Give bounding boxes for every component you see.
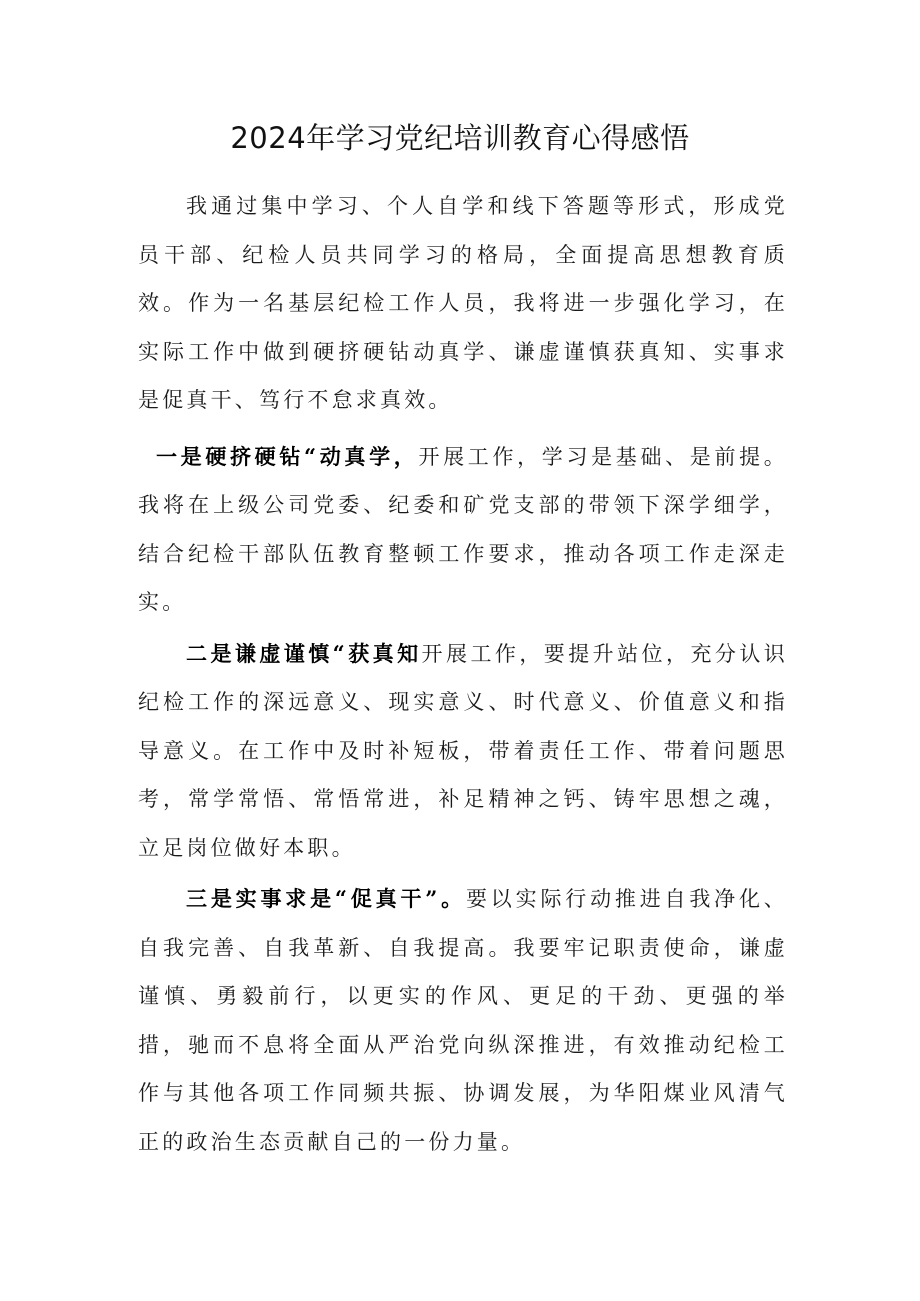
paragraph-text: 开展工作，要提升站位，充分认识纪检工作的深远意义、现实意义、时代意义、价值意义和指导意义。在工作中及时补短板，带着责任工作、带着问题思考，常学常悟、常悟常进，补足精神之钙、铸牢思想之魂，立足岗位做好本职。 bbox=[138, 641, 788, 860]
paragraph-point-three bbox=[138, 875, 788, 1166]
paragraph-text: 要以实际行动推进自我净化、自我完善、自我革新、自我提高。我要牢记职责使命，谦虚谨慎、勇毅前行，以更实的作风、更足的干劲、更强的举措，驰而不息将全面从严治党向纵深推进，有效推动纪检工作与其他各项工作同频共振、协调发展，为华阳煤业风清气正的政治生态贡献自己的一份力量。 bbox=[138, 887, 788, 1154]
document-title: 2024年学习党纪培训教育心得感悟 bbox=[230, 121, 690, 155]
paragraph-lead: 三是实事求是“促真干”。 bbox=[186, 886, 466, 911]
paragraph-point-one bbox=[138, 433, 788, 627]
paragraph-lead: 一是硬挤硬钻“动真学， bbox=[156, 443, 419, 469]
document-body bbox=[138, 182, 788, 1166]
paragraph-lead: 二是谦虚谨慎“获真知 bbox=[186, 640, 422, 666]
paragraph-point-two bbox=[138, 630, 788, 873]
paragraph-text: 开展工作，学习是基础、是前提。我将在上级公司党委、纪委和矿党支部的带领下深学细学，结合纪检干部队伍教育整顿工作要求，推动各项工作走深走实。 bbox=[138, 444, 788, 614]
paragraph-text: 我通过集中学习、个人自学和线下答题等形式，形成党员干部、纪检人员共同学习的格局，全面提高思想教育质效。作为一名基层纪检工作人员，我将进一步强化学习，在实际工作中做到硬挤硬钻动真学、谦虚谨慎获真知、实事求是促真干、笃行不怠求真效。 bbox=[138, 194, 788, 412]
paragraph-intro bbox=[138, 182, 788, 425]
